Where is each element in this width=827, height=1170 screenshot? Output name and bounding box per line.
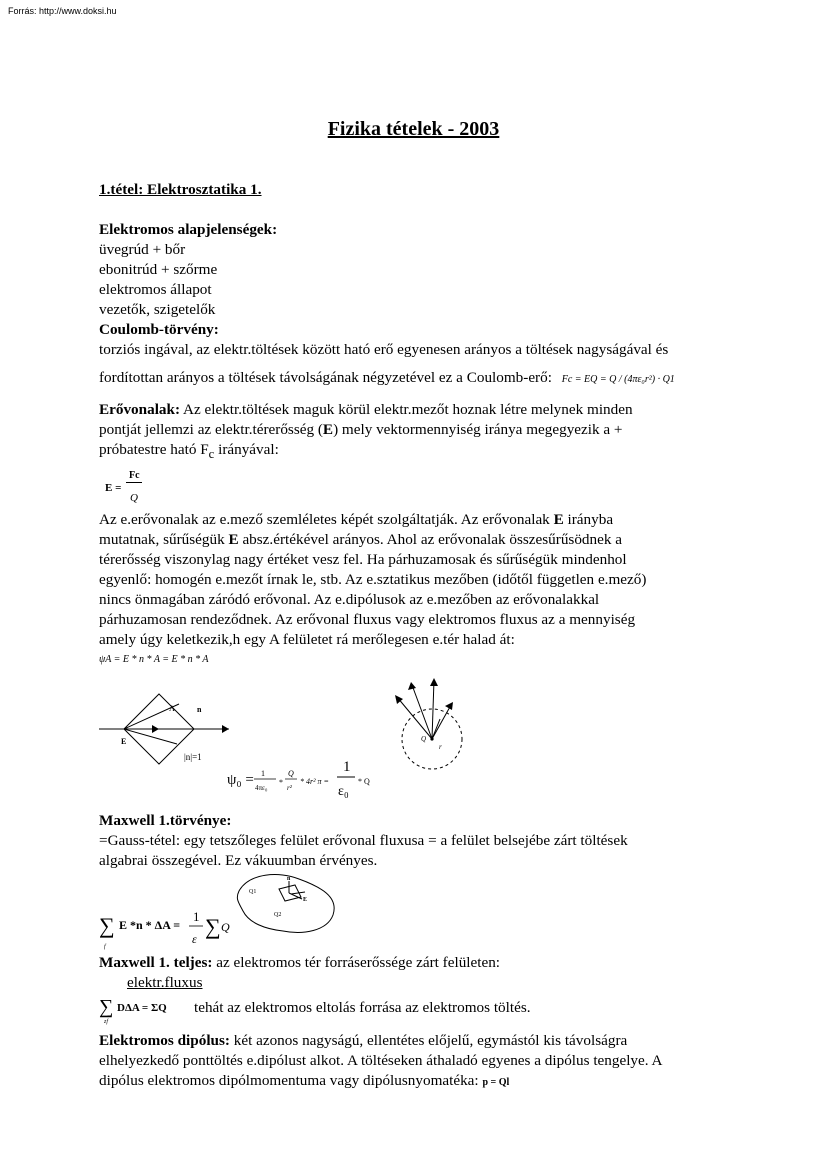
blob-q1: Q1 (249, 889, 257, 896)
source-note: Forrás: http://www.doksi.hu (8, 6, 117, 16)
frac-den: 4πε₀ (255, 784, 268, 793)
svg-text:n: n (287, 876, 291, 883)
para-line: térerősség viszonylag nagy értéket vesz fel. Ha párhuzamosak és sűrűségük mindenhol (99, 551, 627, 569)
para-line: amely úgy keletkezik,h egy A felületet rá merőlegesen e.tér halad át: (99, 631, 515, 649)
frac-num: Q (288, 769, 294, 779)
gauss-right: Q (221, 920, 230, 935)
svg-text:ε: ε (192, 932, 197, 947)
svg-text:*: * (279, 778, 283, 788)
label-E: E (121, 737, 127, 747)
page-title: Fizika tételek - 2003 (327, 118, 500, 140)
erovonalak-line: Erővonalak: Az elektr.töltések maguk körül elektr.mezőt hoznak létre melynek minden (99, 401, 633, 418)
sum-symbol: ∑ (99, 913, 115, 939)
erovonalak-line: próbatestre ható $F_c$ irányával: (99, 441, 279, 462)
para-line: Az e.erővonalak az e.mező szemléletes képét szolgáltatják. Az erővonalak E irányba (99, 511, 614, 529)
tail-term: * Q (358, 777, 370, 787)
frac-num: 1 (261, 769, 265, 779)
arrowhead (152, 725, 159, 733)
section-heading: 1.tétel: Elektrosztatika 1. (99, 181, 262, 198)
erovonalak-line: pontját jellemzi az elektr.térerősség (E) mely vektormennyiség iránya megegyezik a + (99, 421, 623, 438)
maxwell1-title: Maxwell 1.törvénye: (99, 812, 232, 830)
gauss-left: E *n * ΔA = (119, 918, 181, 933)
dipol-line: Elektromos dipólus: két azonos nagyságú, ellentétes előjelű, egymástól kis távolságra (99, 1032, 628, 1050)
psi-label: ψ₀ = (227, 772, 254, 789)
label-A: A (169, 704, 175, 714)
document-body (99, 180, 739, 1093)
d-formula (99, 991, 194, 1025)
alap-item: ebonitrúd + szőrme (99, 261, 218, 278)
svg-text:∑: ∑ (99, 996, 114, 1019)
maxwell-full-conclusion: tehát az elektromos eltolás forrása az elektromos töltés. (194, 999, 531, 1017)
coulomb-formula: Fc = EQ = Q / (4πε₀r²) · Q1 (561, 374, 675, 385)
dipol-line: dipólus elektromos dipólmomentuma vagy dipólusnyomatéka: p = Ql (99, 1072, 510, 1090)
big-frac-den: ε₀ (338, 784, 349, 800)
label-r: r (439, 743, 442, 752)
coulomb-line: torziós ingával, az elektr.töltések között ható erő egyenesen arányos a töltések nagyságával és (99, 341, 669, 358)
maxwell1-line: =Gauss-tétel: egy tetszőleges felület erővonal fluxusa = a felület belsejébe zárt töltések (99, 832, 628, 850)
label-Q: Q (421, 735, 427, 744)
svg-text:zf: zf (104, 1019, 109, 1026)
arrowhead (222, 725, 229, 733)
svg-text:∑: ∑ (205, 914, 221, 940)
label-n: n (197, 705, 202, 715)
coulomb-line: fordítottan arányos a töltések távolságának négyzetével ez a Coulomb-erő: Fc = EQ = Q / (4πε₀r²) · Q1 (99, 369, 675, 386)
big-frac-num: 1 (343, 759, 351, 776)
field-line (432, 680, 434, 739)
blob-q2: Q2 (274, 912, 282, 919)
field-formula: E = Fc Q (99, 466, 739, 510)
maxwell-full-formula-row (99, 991, 739, 1025)
gauss-figure (99, 871, 739, 953)
alap-item: üvegrúd + bőr (99, 241, 186, 258)
middle-term: * 4r² π = (300, 777, 329, 787)
alap-item: elektromos állapot (99, 281, 212, 298)
svg-text:1: 1 (193, 909, 200, 925)
para-line: nincs önmagában záródó erővonal. Az e.dipólusok az e.mezőben az erővonalakkal (99, 591, 600, 609)
maxwell-full-line: Maxwell 1. teljes: az elektromos tér forráserőssége zárt felületen: (99, 954, 501, 972)
para-line: egyenlő: homogén e.mezőt írnak le, stb. Az e.sztatikus mezőben (időtől független e.mező) (99, 571, 647, 589)
field-line (397, 697, 432, 739)
dipole-formula: p = Ql (482, 1077, 510, 1089)
frac-den: r² (287, 784, 292, 793)
flux-formula: ψA = E * n * A = E * n * A (99, 654, 209, 666)
maxwell-full-sub: elektr.fluxus (127, 974, 203, 992)
svg-text:f: f (104, 944, 106, 951)
norm-label: |n|=1 (184, 752, 202, 763)
svg-text:DΔA = ΣQ: DΔA = ΣQ (117, 1002, 167, 1015)
coulomb-title: Coulomb-törvény: (99, 321, 219, 338)
field-line (412, 685, 432, 739)
para-line: párhuzamosan rendeződnek. Az erővonal fluxus vagy elektromos fluxus az a mennyiség (99, 611, 636, 629)
maxwell1-line: algabrai összegével. Ez vákuumban érvényes. (99, 852, 378, 870)
svg-text:E: E (303, 897, 308, 904)
para-line: mutatnak, sűrűségük E absz.értékével arányos. Ahol az erővonalak összesűrűsödnek a (99, 531, 622, 549)
dipol-line: elhelyezkedő ponttöltés e.dipólust alkot. A töltéseken áthaladó egyenes a dipólus tengelye. A (99, 1052, 663, 1070)
closed-surface (237, 875, 334, 933)
flux-figure (99, 674, 739, 799)
alap-title: Elektromos alapjelenségek: (99, 221, 278, 238)
alap-item: vezetők, szigetelők (99, 301, 216, 318)
